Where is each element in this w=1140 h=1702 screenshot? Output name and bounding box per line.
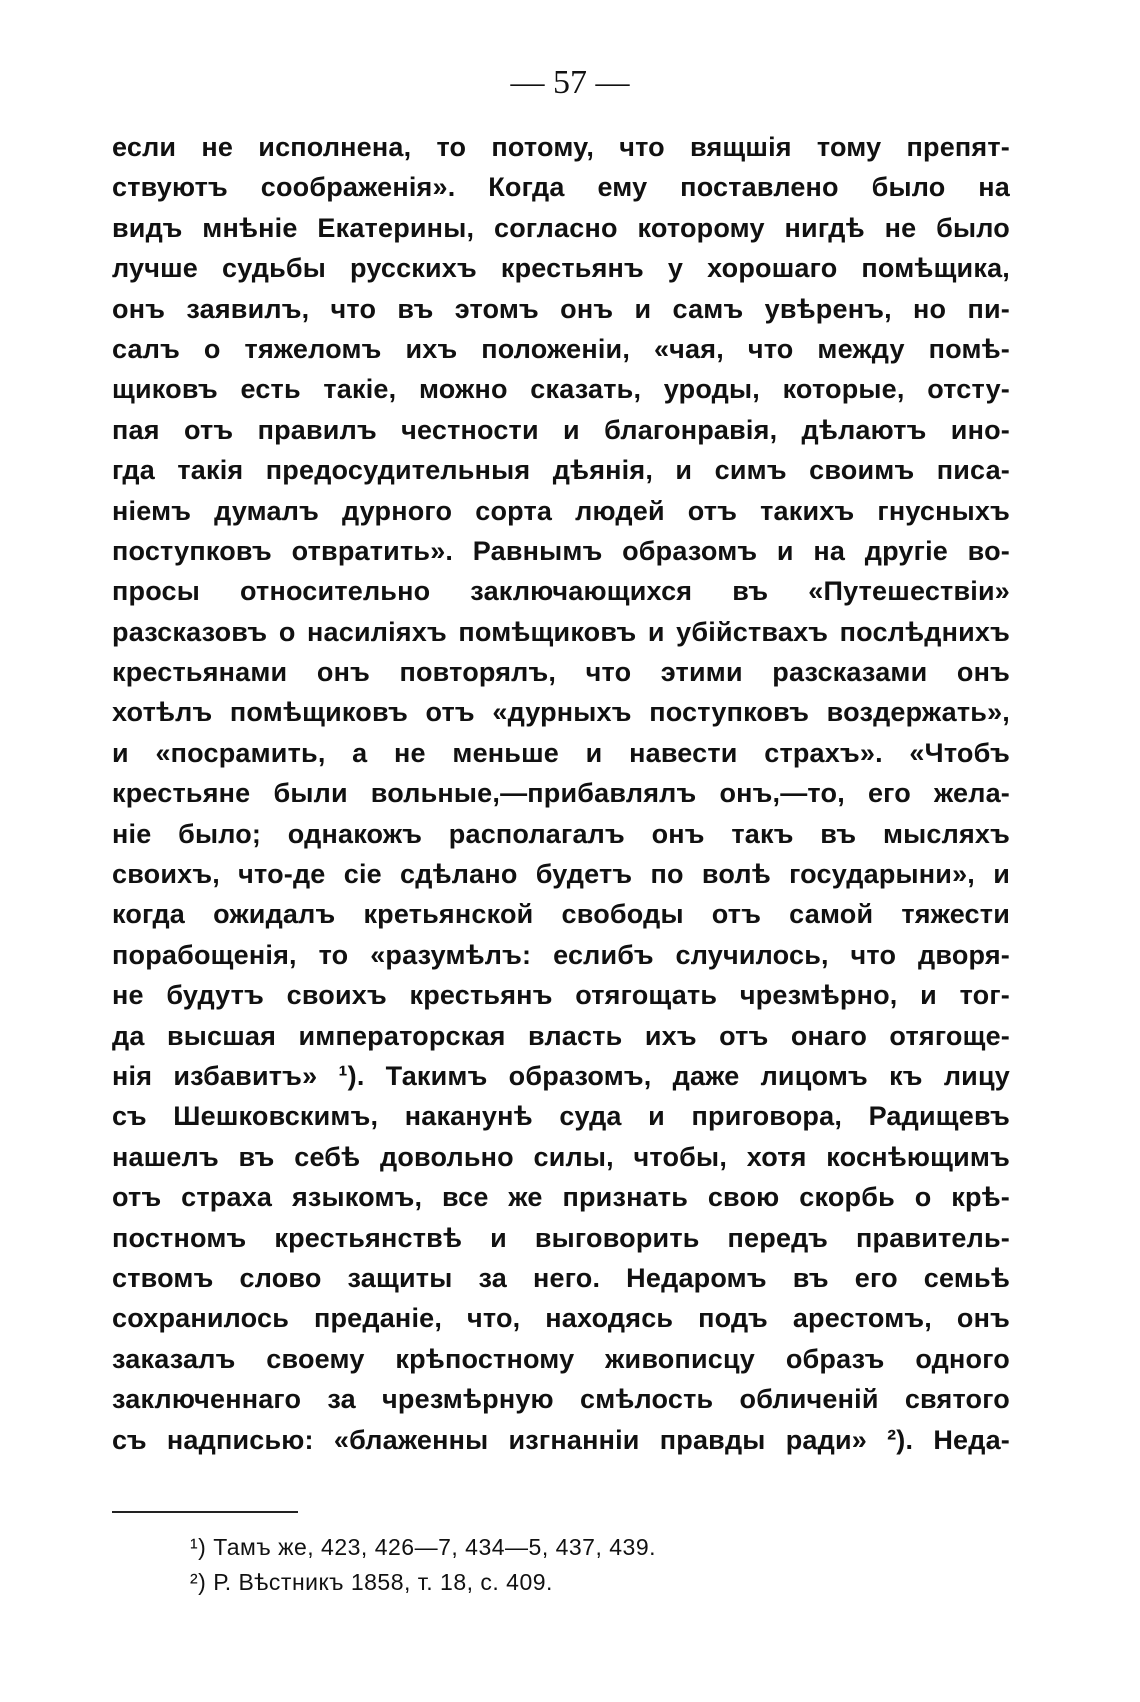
text-line: отъ страха языкомъ, все же признать свою скорбь о крѣ- <box>112 1182 1010 1213</box>
body-text <box>112 127 1010 1460</box>
text-line: нашелъ въ себѣ довольно силы, чтобы, хотя коснѣющимъ <box>112 1141 1010 1172</box>
page-number: — 57 — <box>510 64 630 101</box>
text-line: заключеннаго за чрезмѣрную смѣлость обличеній святого <box>112 1384 1010 1415</box>
text-line: онъ заявилъ, что въ этомъ онъ и самъ увѣренъ, но пи- <box>112 293 1010 324</box>
text-line: ствуютъ соображенія». Когда ему поставлено было на <box>112 172 1010 203</box>
text-line: крестьянами онъ повторялъ, что этими разсказами онъ <box>112 657 1010 688</box>
footnote-2: ²) Р. Вѣстникъ 1858, т. 18, с. 409. <box>190 1569 553 1595</box>
text-line: гда такія предосудительныя дѣянія, и симъ своимъ писа- <box>112 455 1010 486</box>
text-line: съ надписью: «блаженны изгнанніи правды ради» ²). Неда- <box>112 1424 1010 1455</box>
text-line: порабощенія, то «разумѣлъ: еслибъ случилось, что дворя- <box>112 939 1010 970</box>
text-line: ствомъ слово защиты за него. Недаромъ въ его семьѣ <box>112 1262 1010 1293</box>
text-line: разсказовъ о насиліяхъ помѣщиковъ и убійствахъ послѣднихъ <box>112 616 1010 647</box>
text-line: нія избавитъ» ¹). Такимъ образомъ, даже лицомъ къ лицу <box>112 1060 1010 1091</box>
text-line: видъ мнѣніе Екатерины, согласно которому нигдѣ не было <box>112 212 1010 243</box>
footnote-divider <box>112 1511 298 1513</box>
text-line: не будутъ своихъ крестьянъ отягощать чрезмѣрно, и тог- <box>112 980 1010 1011</box>
text-line: да высшая императорская власть ихъ отъ онаго отягоще- <box>112 1020 1010 1051</box>
text-line: просы относительно заключающихся въ «Путешествіи» <box>112 576 1010 607</box>
text-line: если не исполнена, то потому, что вящшія тому препят- <box>112 132 1010 162</box>
footnotes <box>190 1530 656 1600</box>
text-line: съ Шешковскимъ, наканунѣ суда и приговора, Радищевъ <box>112 1101 1010 1132</box>
text-line: поступковъ отвратить». Равнымъ образомъ и на другіе во- <box>112 535 1010 566</box>
text-line: лучше судьбы русскихъ крестьянъ у хорошаго помѣщика, <box>112 253 1010 284</box>
text-line: ніе было; однакожъ располагалъ онъ такъ въ мысляхъ <box>112 818 1010 849</box>
text-line: щиковъ есть такіе, можно сказать, уроды, которые, отсту- <box>112 374 1010 405</box>
text-line: своихъ, что-де сіе сдѣлано будетъ по волѣ государыни», и <box>112 859 1010 890</box>
text-line: и «посрамить, а не меньше и навести страхъ». «Чтобъ <box>112 737 1010 768</box>
text-line: когда ожидалъ кретьянской свободы отъ самой тяжести <box>112 899 1010 930</box>
text-line: сохранилось преданіе, что, находясь подъ арестомъ, онъ <box>112 1303 1010 1334</box>
text-line: салъ о тяжеломъ ихъ положеніи, «чая, что между помѣ- <box>112 333 1010 364</box>
text-line: хотѣлъ помѣщиковъ отъ «дурныхъ поступковъ воздержать», <box>112 697 1010 728</box>
footnote-1: ¹) Тамъ же, 423, 426—7, 434—5, 437, 439. <box>190 1534 657 1560</box>
text-line: ніемъ думалъ дурного сорта людей отъ такихъ гнусныхъ <box>112 495 1010 526</box>
text-line: пая отъ правилъ честности и благонравія, дѣлаютъ ино- <box>112 414 1010 445</box>
text-line: крестьяне были вольные,—прибавлялъ онъ,—то, его жела- <box>112 778 1010 809</box>
text-line: постномъ крестьянствѣ и выговорить передъ правитель- <box>112 1222 1010 1253</box>
text-line: заказалъ своему крѣпостному живописцу образъ одного <box>112 1343 1010 1374</box>
